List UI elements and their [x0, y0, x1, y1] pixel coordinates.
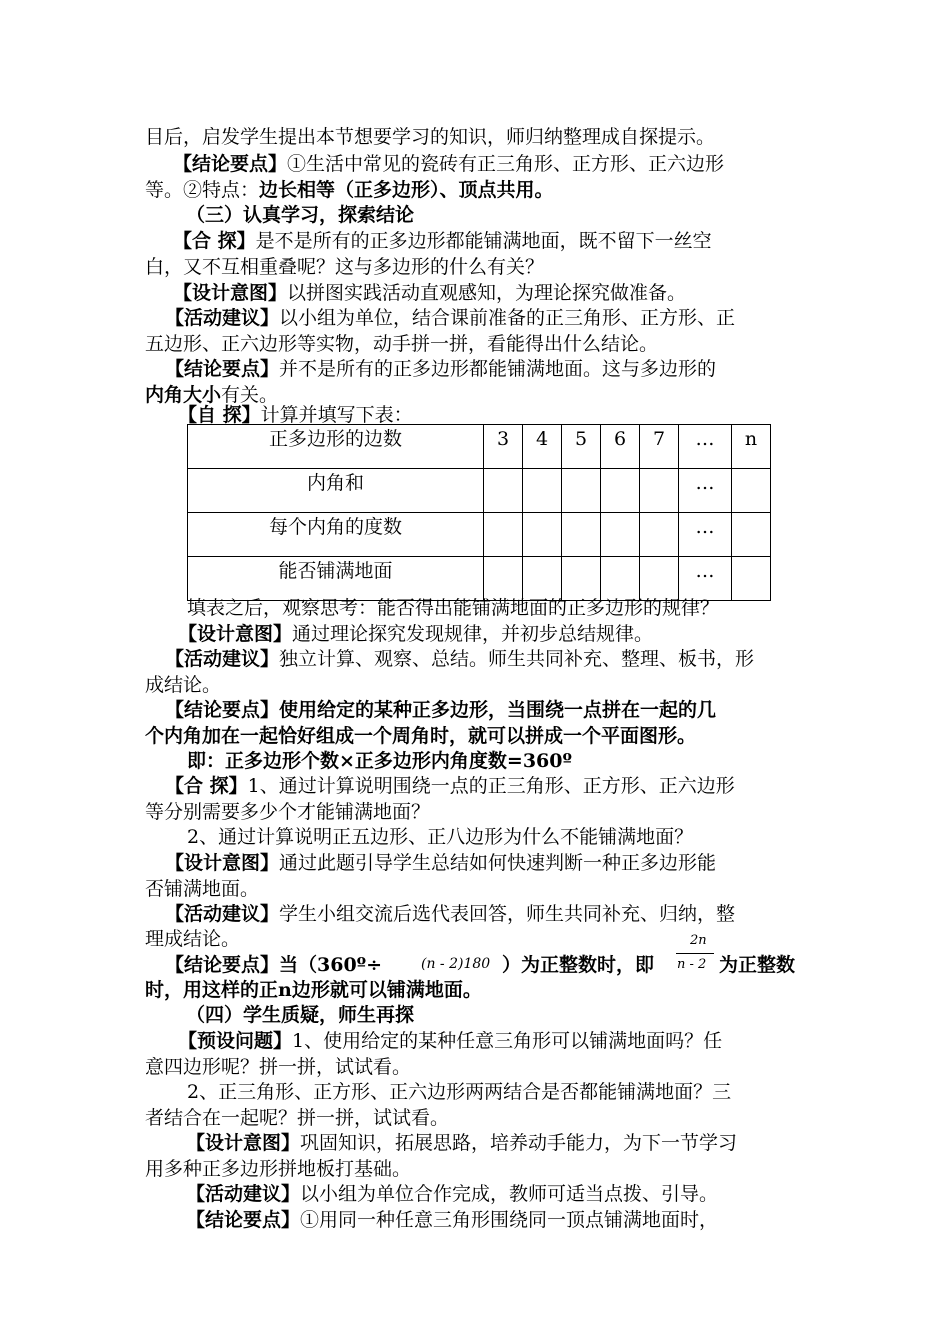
- text-line: [145, 177, 554, 203]
- text-line: [165, 697, 716, 723]
- label: 【自 探】: [178, 404, 261, 426]
- label: 【活动建议】: [165, 648, 280, 670]
- text-line: 意四边形呢？拼一拼，试试看。: [145, 1056, 412, 1078]
- table-cell: [523, 513, 562, 557]
- text-line: [165, 901, 735, 927]
- text-line: [173, 280, 686, 306]
- label: 【设计意图】: [178, 623, 293, 645]
- text: 独立计算、观察、总结。师生共同补充、整理、板书，形: [279, 648, 755, 670]
- table-cell: …: [679, 513, 732, 557]
- label: 【结论要点】: [165, 358, 280, 380]
- table-cell: [640, 557, 679, 601]
- table-cell: 4: [523, 425, 562, 469]
- table-cell: 能否铺满地面: [188, 557, 484, 601]
- text-line: 白，又不互相重叠呢？这与多边形的什么有关？: [145, 256, 545, 278]
- text: 使用给定的某种正多边形，当围绕一点拼在一起的几: [279, 699, 717, 721]
- table-row: [188, 513, 771, 557]
- text-line: 个内角加在一起恰好组成一个周角时，就可以拼成一个平面图形。: [145, 725, 697, 747]
- label: 【活动建议】: [165, 307, 280, 329]
- text: 以小组为单位合作完成，教师可适当点拨、引导。: [300, 1183, 719, 1205]
- bold-text: 边长相等（正多边形）、顶点共用。: [259, 179, 554, 201]
- table-cell: [640, 513, 679, 557]
- text-line: 为正整数: [719, 954, 796, 976]
- label: 【预设问题】: [178, 1030, 293, 1052]
- fraction-numerator: 2n: [690, 933, 707, 948]
- bold-text: 内角大小: [145, 384, 222, 406]
- table-cell: 3: [484, 425, 523, 469]
- text-line: [165, 646, 754, 672]
- text-line: 时，用这样的正n边形就可以铺满地面。: [145, 979, 482, 1001]
- text-line: [186, 1207, 718, 1233]
- section-heading: （四）学生质疑，师生再探: [186, 1004, 415, 1026]
- text: 以小组为单位，结合课前准备的正三角形、正方形、正: [279, 307, 736, 329]
- label: 【结论要点】: [186, 1209, 301, 1231]
- text-line: 用多种正多边形拼地板打基础。: [145, 1158, 412, 1180]
- text-line: [173, 151, 724, 177]
- table-cell: …: [679, 469, 732, 513]
- table-row: [188, 469, 771, 513]
- text-line: [165, 850, 716, 876]
- label: 【结论要点】: [165, 699, 280, 721]
- section-heading: （三）认真学习，探索结论: [186, 204, 415, 226]
- text: 通过理论探究发现规律，并初步总结规律。: [292, 623, 654, 645]
- text-line: [165, 305, 735, 331]
- table-cell: …: [679, 557, 732, 601]
- table-cell: [484, 513, 523, 557]
- table-row: [188, 557, 771, 601]
- text-line: 目后，启发学生提出本节想要学习的知识，师归纳整理成自探提示。: [145, 126, 716, 148]
- text-line: [186, 1130, 737, 1156]
- text-line: 2、正三角形、正方形、正六边形两两结合是否都能铺满地面？三: [187, 1081, 732, 1103]
- table-cell: [601, 513, 640, 557]
- text: 以拼图实践活动直观感知，为理论探究做准备。: [287, 282, 687, 304]
- table-cell: 7: [640, 425, 679, 469]
- text-line: [165, 356, 716, 382]
- text-line: [165, 773, 735, 799]
- table-cell: [484, 557, 523, 601]
- table-cell: 5: [562, 425, 601, 469]
- table-cell: [562, 557, 601, 601]
- label: 【设计意图】: [173, 282, 288, 304]
- formula-expression: (n - 2)180: [421, 956, 491, 972]
- table-cell: [732, 513, 771, 557]
- text-line: 否铺满地面。: [145, 878, 260, 900]
- table-cell: [732, 469, 771, 513]
- label: 【结论要点】: [173, 153, 288, 175]
- text-line: [173, 228, 712, 254]
- label: 【设计意图】: [186, 1132, 301, 1154]
- text-line: 成结论。: [145, 674, 222, 696]
- table-cell: [523, 469, 562, 513]
- text-line: [186, 1181, 718, 1207]
- text-line: [178, 621, 653, 647]
- table-cell: [484, 469, 523, 513]
- text-line: 等分别需要多少个才能铺满地面？: [145, 801, 431, 823]
- text: 1、使用给定的某种任意三角形可以铺满地面吗？任: [292, 1030, 723, 1052]
- text-line: 五边形、正六边形等实物，动手拼一拼，看能得出什么结论。: [145, 333, 659, 355]
- label: 【合 探】: [173, 230, 256, 252]
- table-cell: …: [679, 425, 732, 469]
- text: 计算并填写下表：: [260, 404, 413, 426]
- fraction-denominator: n - 2: [677, 957, 707, 972]
- text-line: 【结论要点】当（360º÷: [165, 954, 383, 976]
- table-cell: [562, 513, 601, 557]
- label: 【活动建议】: [186, 1183, 301, 1205]
- table-cell: [601, 469, 640, 513]
- formula-line: 即：正多边形个数×正多边形内角度数=360º: [187, 750, 573, 772]
- table-cell: 内角和: [188, 469, 484, 513]
- fraction-bar: [676, 953, 714, 954]
- table-cell: [523, 557, 562, 601]
- text-line: [178, 1028, 722, 1054]
- text-line: 填表之后，观察思考：能否得出能铺满地面的正多边形的规律？: [187, 597, 720, 619]
- table-cell: 正多边形的边数: [188, 425, 484, 469]
- table-cell: [601, 557, 640, 601]
- text: 并不是所有的正多边形都能铺满地面。这与多边形的: [279, 358, 717, 380]
- text-line: 理成结论。: [145, 928, 241, 950]
- text: 通过此题引导学生总结如何快速判断一种正多边形能: [279, 852, 717, 874]
- table-row: [188, 425, 771, 469]
- text: 1、通过计算说明围绕一点的正三角形、正方形、正六边形: [247, 775, 735, 797]
- text: 巩固知识，拓展思路，培养动手能力，为下一节学习: [300, 1132, 738, 1154]
- table-cell: [732, 557, 771, 601]
- table-cell: 6: [601, 425, 640, 469]
- text: 是不是所有的正多边形都能铺满地面，既不留下一丝空: [255, 230, 712, 252]
- label: 【活动建议】: [165, 903, 280, 925]
- text: 等。②特点：: [145, 179, 260, 201]
- text: ①用同一种任意三角形围绕同一顶点铺满地面时，: [300, 1209, 719, 1231]
- table-cell: [562, 469, 601, 513]
- text: 有关。: [221, 384, 279, 406]
- table-cell: 每个内角的度数: [188, 513, 484, 557]
- label: 【合 探】: [165, 775, 248, 797]
- text-line: 者结合在一起呢？拼一拼，试试看。: [145, 1107, 450, 1129]
- text-line: ）为正整数时，即: [502, 954, 655, 976]
- table-cell: [640, 469, 679, 513]
- text-line: 2、通过计算说明正五边形、正八边形为什么不能铺满地面？: [187, 826, 694, 848]
- label: 【设计意图】: [165, 852, 280, 874]
- text: ①生活中常见的瓷砖有正三角形、正方形、正六边形: [287, 153, 725, 175]
- text: 学生小组交流后选代表回答，师生共同补充、归纳，整: [279, 903, 736, 925]
- table-cell: n: [732, 425, 771, 469]
- polygon-table: [187, 424, 771, 601]
